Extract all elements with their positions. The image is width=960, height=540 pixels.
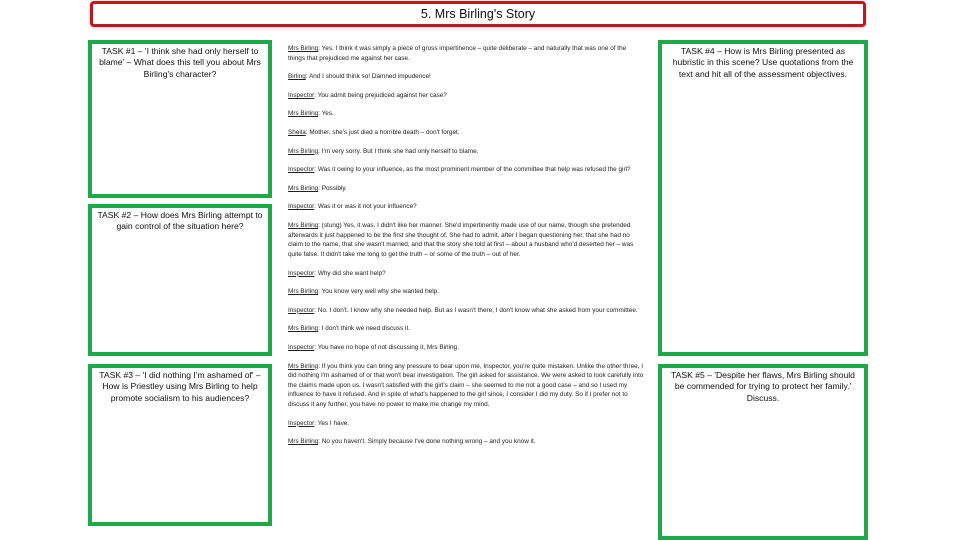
dialogue-text: : Possibly. [318,184,347,192]
script-line [288,269,644,279]
speaker-name: Inspector [288,166,315,174]
speaker-name: Inspector [288,269,315,277]
dialogue-text: : Why did she want help? [314,269,386,277]
speaker-name: Mrs Birling [288,325,319,333]
task-3-box [88,364,272,526]
dialogue-text: : No you haven't. Simply because I've done nothing wrong – and you know it. [318,438,536,446]
script-line [288,221,644,259]
dialogue-text: : You admit being prejudiced against her case? [314,91,447,99]
script-extract [288,44,644,456]
speaker-name: Mrs Birling [288,147,319,155]
script-line [288,91,644,101]
speaker-name: Inspector [288,419,315,427]
task-4-text: TASK #4 – How is Mrs Birling presented as hubristic in this scene? Use quotations from the text and hit all of the assessment objectives. [672,46,854,79]
speaker-name: Inspector [288,91,315,99]
dialogue-text: : (stung) Yes, it was. I didn't like her manner. She'd impertinently made use of our name, though she pretended afterwards it just happened to be the first she thought of. She had to admit, after I began questioning her, that she had no claim to the name, that she wasn't married, and that the story she told at first – about a husband who'd deserted her – was quite false. It didn't take me long to get the truth – or some of the truth – out of her. [288,222,634,258]
script-line [288,44,644,63]
script-line [288,147,644,157]
speaker-name: Mrs Birling [288,45,319,52]
script-line [288,419,644,429]
task-2-text: TASK #2 – How does Mrs Birling attempt to gain control of the situation here? [97,210,263,232]
task-5-box [658,364,868,540]
speaker-name: Inspector [288,306,315,314]
script-line [288,165,644,175]
speaker-name: Mrs Birling [288,438,319,446]
dialogue-text: : Yes. I think it was simply a piece of gross impertinence – quite deliberate – and naturally that was one of the things that prejudiced me against her case. [288,45,627,62]
script-line [288,437,644,447]
task-1-text: TASK #1 – 'I think she had only herself to blame' – What does this tell you about Mrs Birling's character? [99,46,261,79]
task-1-box [88,40,272,198]
speaker-name: Mrs Birling [288,184,319,192]
script-line [288,128,644,138]
script-line [288,287,644,297]
script-line [288,72,644,82]
task-2-box [88,204,272,356]
task-5-text: TASK #5 – 'Despite her flaws, Mrs Birling should be commended for trying to protect her family.' Discuss. [671,370,855,403]
dialogue-text: : No. I don't. I know why she needed help. But as I wasn't there, I don't know what she asked from your committee. [314,306,638,314]
task-3-text: TASK #3 – 'I did nothing I'm ashamed of' – How is Priestley using Mrs Birling to help promote socialism to his audiences? [99,370,261,403]
speaker-name: Mrs Birling [288,222,319,230]
script-line [288,306,644,316]
speaker-name: Sheila [288,129,306,137]
script-line [288,109,644,119]
dialogue-text: : Yes. [318,110,334,118]
script-line [288,324,644,334]
script-line [288,343,644,353]
dialogue-text: : If you think you can bring any pressure to bear upon me, Inspector, you're quite mistaken. Unlike the other three, I did nothing I'm ashamed of or that won't bear investigation. The girl asked for assistance. We were asked to look carefully into the claims made upon us. I wasn't satisfied with the girl's claim – she seemed to me not a good case – and so I used my influence to have it refused. And in spite of what's happened to the girl since, I consider I did my duty. So if I prefer not to discuss it any further, you have no power to make me change my mind. [288,362,644,409]
speaker-name: Inspector [288,203,315,211]
dialogue-text: : Was it or was it not your influence? [314,203,417,211]
task-4-box [658,40,868,356]
dialogue-text: : Mother, she's just died a horrible death – don't forget. [305,129,460,137]
script-line [288,362,644,410]
speaker-name: Mrs Birling [288,288,319,296]
speaker-name: Mrs Birling [288,110,319,118]
dialogue-text: : And I should think so! Damned impudence! [305,73,431,81]
page-title: 5. Mrs Birling's Story [90,1,866,27]
speaker-name: Mrs Birling [288,362,319,370]
dialogue-text: : Yes I have. [314,419,350,427]
dialogue-text: : I don't think we need discuss it. [318,325,410,333]
script-line [288,184,644,194]
dialogue-text: : I'm very sorry. But I think she had only herself to blame. [318,147,479,155]
script-line [288,202,644,212]
dialogue-text: : You have no hope of not discussing it, Mrs Birling. [314,343,459,351]
speaker-name: Birling [288,73,306,81]
dialogue-text: : Was it owing to your influence, as the most prominent member of the committee that help was refused the girl? [314,166,631,174]
speaker-name: Inspector [288,343,315,351]
dialogue-text: : You know very well why she wanted help. [318,288,439,296]
